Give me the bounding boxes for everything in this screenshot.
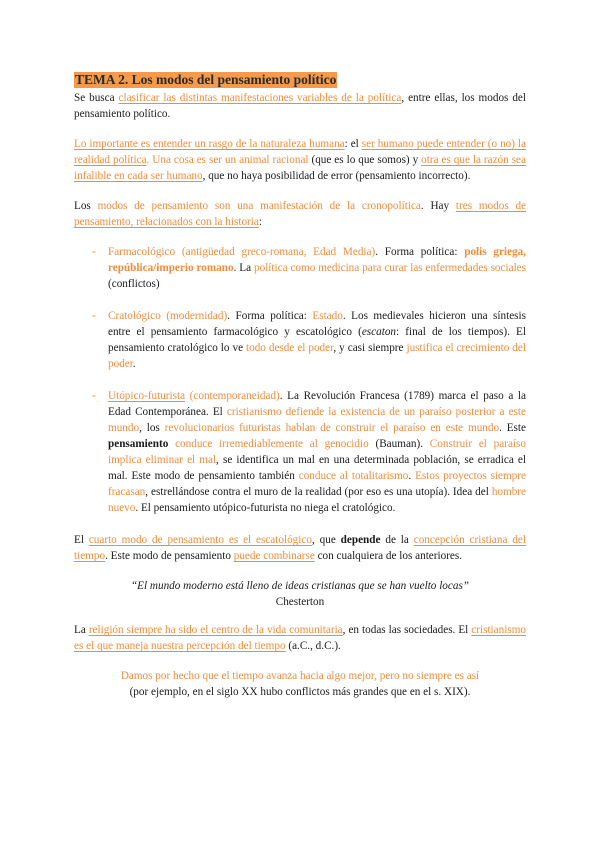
- text-run: . Forma política:: [227, 310, 313, 322]
- page-title: TEMA 2. Los modos del pensamiento político: [75, 72, 337, 87]
- highlight-text: religión siempre ha sido el centro de la vida comunitaria: [88, 624, 343, 636]
- text-run: . El pensamiento utópico-futurista no niega el cratológico.: [135, 502, 396, 514]
- highlight-text: todo desde el poder: [246, 342, 334, 354]
- highlight-text: Farmacológico (antigüedad greco-romana, Edad Media): [108, 246, 376, 258]
- quote-author: Chesterton: [275, 596, 325, 608]
- highlight-text: Construir el paraíso implica eliminar el mal: [108, 438, 526, 466]
- escatologico-paragraph: [74, 532, 526, 564]
- text-run: , y casi siempre: [333, 342, 407, 354]
- text-run: El: [74, 534, 89, 546]
- text-run: pensamiento: [108, 438, 169, 450]
- highlight-text: Estado: [312, 310, 343, 322]
- text-run: . Forma política:: [375, 246, 465, 258]
- highlight-text: ser humano puede entender (o no) la realidad política: [74, 138, 526, 166]
- bullet-dash: -: [92, 390, 96, 402]
- list-item-utopico-futurista: [92, 388, 526, 516]
- highlight-text: otra es que la razón sea infalible en cada ser humano: [74, 154, 526, 182]
- text-run: , los: [139, 422, 165, 434]
- highlight-text: conduce al totalitarismo: [298, 470, 409, 482]
- bullet-dash: -: [92, 310, 96, 322]
- text-run: : final de los tiempos). El pensamiento cratológico lo ve: [108, 326, 526, 354]
- text-run: La: [74, 624, 89, 636]
- text-run: , en todas las sociedades. El: [342, 624, 472, 636]
- highlight-text: puede combinarse: [233, 550, 315, 562]
- text-run: (que es lo que somos) y: [308, 154, 422, 166]
- list-item-cratologico: [92, 308, 526, 372]
- text-run: (Bauman).: [368, 438, 430, 450]
- highlight-text: revolucionarios futuristas hablan de construir el paraíso en este mundo: [164, 422, 500, 434]
- text-run: , entre ellas, los modos del pensamiento político.: [74, 92, 526, 120]
- text-run: Los: [74, 200, 98, 212]
- text-run: . Este modo de pensamiento: [105, 550, 234, 562]
- text-run: , que: [311, 534, 341, 546]
- text-run: (a.C., d.C.).: [285, 640, 341, 652]
- text-run: . Los medievales hicieron una síntesis entre el pensamiento farmacológico y escatológico (: [108, 310, 526, 338]
- highlight-text: Estos proyectos siempre fracasan: [108, 470, 526, 498]
- highlight-text: modos de pensamiento son una manifestación de la cronopolítica: [97, 200, 421, 212]
- text-run: Se busca: [74, 92, 119, 104]
- highlight-text: justifica el crecimiento del poder: [108, 342, 526, 370]
- text-run: . Este: [499, 422, 526, 434]
- highlight-text: cristianismo defiende la existencia de un paraíso posterior a este mundo: [108, 406, 526, 434]
- text-run: de la: [380, 534, 414, 546]
- human-nature-paragraph: [74, 136, 526, 184]
- cronopolitica-paragraph: [74, 198, 526, 230]
- text-run: . La Revolución Francesa (1789) marca el paso a la Edad Contemporánea. El: [108, 390, 526, 418]
- quote-block: [74, 578, 526, 610]
- text-run: .: [408, 470, 416, 482]
- highlight-text: cuarto modo de pensamiento es el escatológico: [88, 534, 312, 546]
- intro-paragraph: [74, 90, 526, 122]
- text-run: : el: [344, 138, 362, 150]
- text-run: , estrellándose contra el muro de la realidad (por eso es una utopía). Idea del: [145, 486, 492, 498]
- closing-line: (por ejemplo, en el siglo XX hubo conflictos más grandes que en el s. XIX).: [129, 686, 471, 698]
- highlight-text: polis griega, república/imperio romano: [108, 246, 526, 274]
- highlight-text: política como medicina para curar las enfermedades sociales: [254, 262, 526, 274]
- text-run: , que no haya posibilidad de error (pensamiento incorrecto).: [202, 170, 471, 182]
- modes-list: [74, 244, 526, 516]
- text-run: .: [132, 358, 136, 370]
- highlight-text: concepción cristiana del tiempo: [74, 534, 526, 562]
- closing-line-highlight: Damos por hecho que el tiempo avanza hacia algo mejor, pero no siempre es así: [120, 670, 480, 682]
- text-run: con cualquiera de los anteriores.: [314, 550, 463, 562]
- highlight-text: (contemporaneidad): [185, 390, 280, 402]
- highlight-text: tres modos de pensamiento, relacionados con la historia: [74, 200, 527, 228]
- text-run: escaton: [361, 326, 397, 338]
- text-run: , se identifica un mal en una determinada población, se erradica el mal. Este modo de pensamiento también: [108, 454, 526, 482]
- quote-text: “El mundo moderno está lleno de ideas cristianas que se han vuelto locas”: [130, 580, 470, 592]
- text-run: . La: [233, 262, 254, 274]
- highlight-text: Cratológico (modernidad): [108, 310, 228, 322]
- text-run: :: [258, 216, 262, 228]
- highlight-text: clasificar las distintas manifestaciones variables de la política: [118, 92, 402, 104]
- list-item-farmacologico: [92, 244, 526, 292]
- highlight-text: Lo importante es entender un rasgo de la naturaleza humana: [74, 138, 345, 150]
- religion-paragraph: [74, 622, 526, 654]
- highlight-text: Utópico-futurista: [108, 390, 186, 402]
- text-run: depende: [340, 534, 381, 546]
- highlight-text: cristianismo es el que maneja nuestra percepción del tiempo: [74, 624, 526, 652]
- text-run: . Hay: [420, 200, 456, 212]
- bullet-dash: -: [92, 246, 96, 258]
- highlight-text: hombre nuevo: [108, 486, 526, 514]
- highlight-text: conduce irremediablemente al genocidio: [168, 438, 369, 450]
- highlight-text: . Una cosa es ser un animal racional: [146, 154, 309, 166]
- text-run: (conflictos): [108, 278, 160, 290]
